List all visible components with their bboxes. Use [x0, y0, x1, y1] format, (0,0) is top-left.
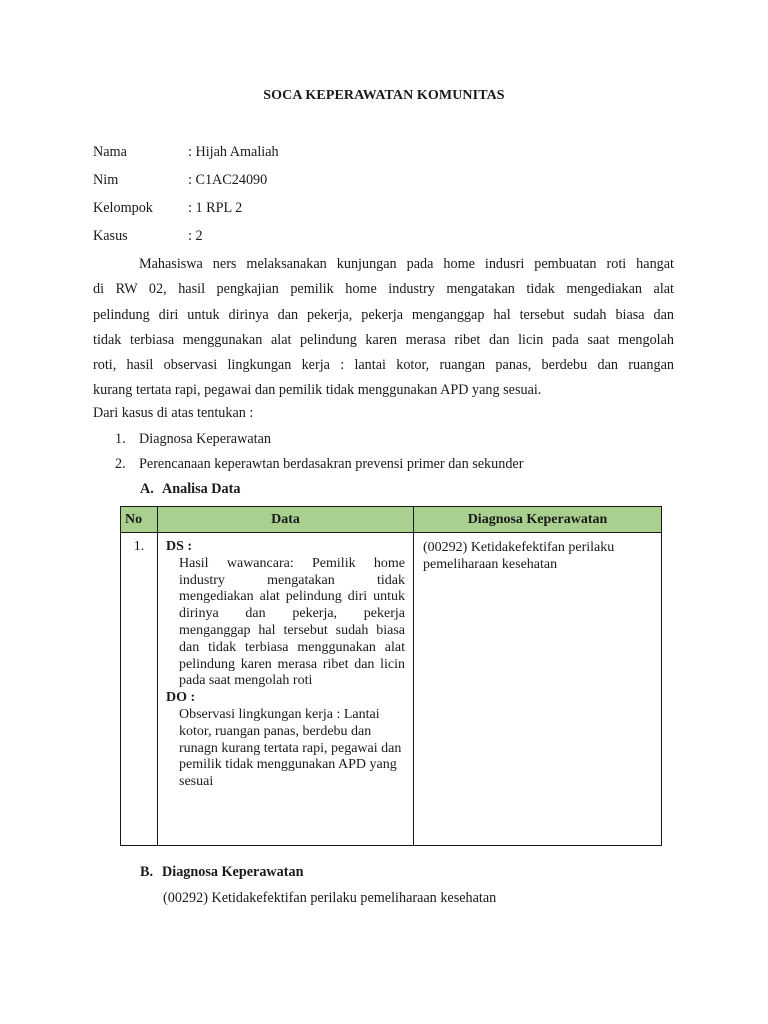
diagnosis-cell: (00292) Ketidakefektifan perilaku pemeliharaan kesehatan	[414, 533, 662, 846]
data-cell	[158, 533, 414, 846]
section-number: B.	[140, 864, 154, 880]
do-text: Observasi lingkungan kerja : Lantai kotor, ruangan panas, berdebu dan runagn kurang tertata rapi, pegawai dan pemilik tidak menggunakan APD yang sesuai	[179, 706, 402, 790]
paragraph-line: tidak terbiasa menggunakan alat pelindung karen merasa ribet dan licin pada saat mengolah	[93, 331, 674, 348]
column-header-data: Data	[158, 507, 414, 533]
section-b-heading	[140, 862, 303, 882]
case-paragraph	[93, 252, 674, 404]
identity-label: Kelompok	[93, 200, 153, 216]
ds-label: DS :	[166, 539, 193, 554]
table-row	[121, 533, 662, 846]
document-title: SOCA KEPERAWATAN KOMUNITAS	[263, 88, 505, 103]
identity-value: : C1AC24090	[188, 172, 268, 188]
paragraph-line: pelindung diri untuk dirinya dan pekerja, pekerja menganggap hal tersebut sudah biasa dan	[93, 306, 674, 323]
diagnosis-text: (00292) Ketidakefektifan perilaku pemeliharaan kesehatan	[163, 890, 497, 906]
task-item	[115, 454, 523, 474]
do-label: DO :	[166, 690, 196, 706]
paragraph-line: roti, hasil observasi lingkungan kerja : lantai kotor, ruangan panas, berdebu dan ruangan	[93, 357, 674, 374]
ds-text: Hasil wawancara: Pemilik home industry mengatakan tidak mengediakan alat pelindung diri untuk dirinya dan pekerja, pekerja menganggap hal tersebut sudah biasa dan tidak terbiasa menggunakan alat pelindung karen merasa ribet dan licin pada saat mengolah roti	[179, 555, 405, 689]
task-number: 1.	[115, 431, 126, 447]
analysis-table	[120, 506, 662, 846]
section-title: Diagnosa Keperawatan	[162, 864, 304, 880]
row-number: 1.	[121, 533, 158, 846]
paragraph-line: di RW 02, hasil pengkajian pemilik home industry mengatakan tidak mengediakan alat	[93, 281, 674, 298]
column-header-no: No	[121, 507, 158, 533]
section-title: Analisa Data	[162, 481, 241, 497]
paragraph-line: kurang tertata rapi, pegawai dan pemilik tidak menggunakan APD yang sesuai.	[93, 382, 542, 399]
task-text: Diagnosa Keperawatan	[139, 431, 271, 447]
identity-value: : 1 RPL 2	[188, 200, 243, 216]
table-header-row	[121, 507, 662, 533]
task-number: 2.	[115, 456, 126, 472]
paragraph-line: Mahasiswa ners melaksanakan kunjungan pada home indusri pembuatan roti hangat	[139, 256, 674, 272]
section-number: A.	[140, 481, 154, 497]
identity-label: Nama	[93, 144, 127, 160]
identity-value: : Hijah Amaliah	[188, 144, 279, 160]
identity-label: Nim	[93, 172, 119, 188]
task-text: Perencanaan keperawtan berdasakran prevensi primer dan sekunder	[139, 456, 524, 472]
task-item	[115, 429, 271, 449]
task-intro: Dari kasus di atas tentukan :	[93, 405, 254, 421]
section-a-heading	[140, 479, 240, 499]
identity-label: Kasus	[93, 228, 128, 244]
identity-value: : 2	[188, 228, 203, 244]
column-header-diagnosis: Diagnosa Keperawatan	[414, 507, 662, 533]
